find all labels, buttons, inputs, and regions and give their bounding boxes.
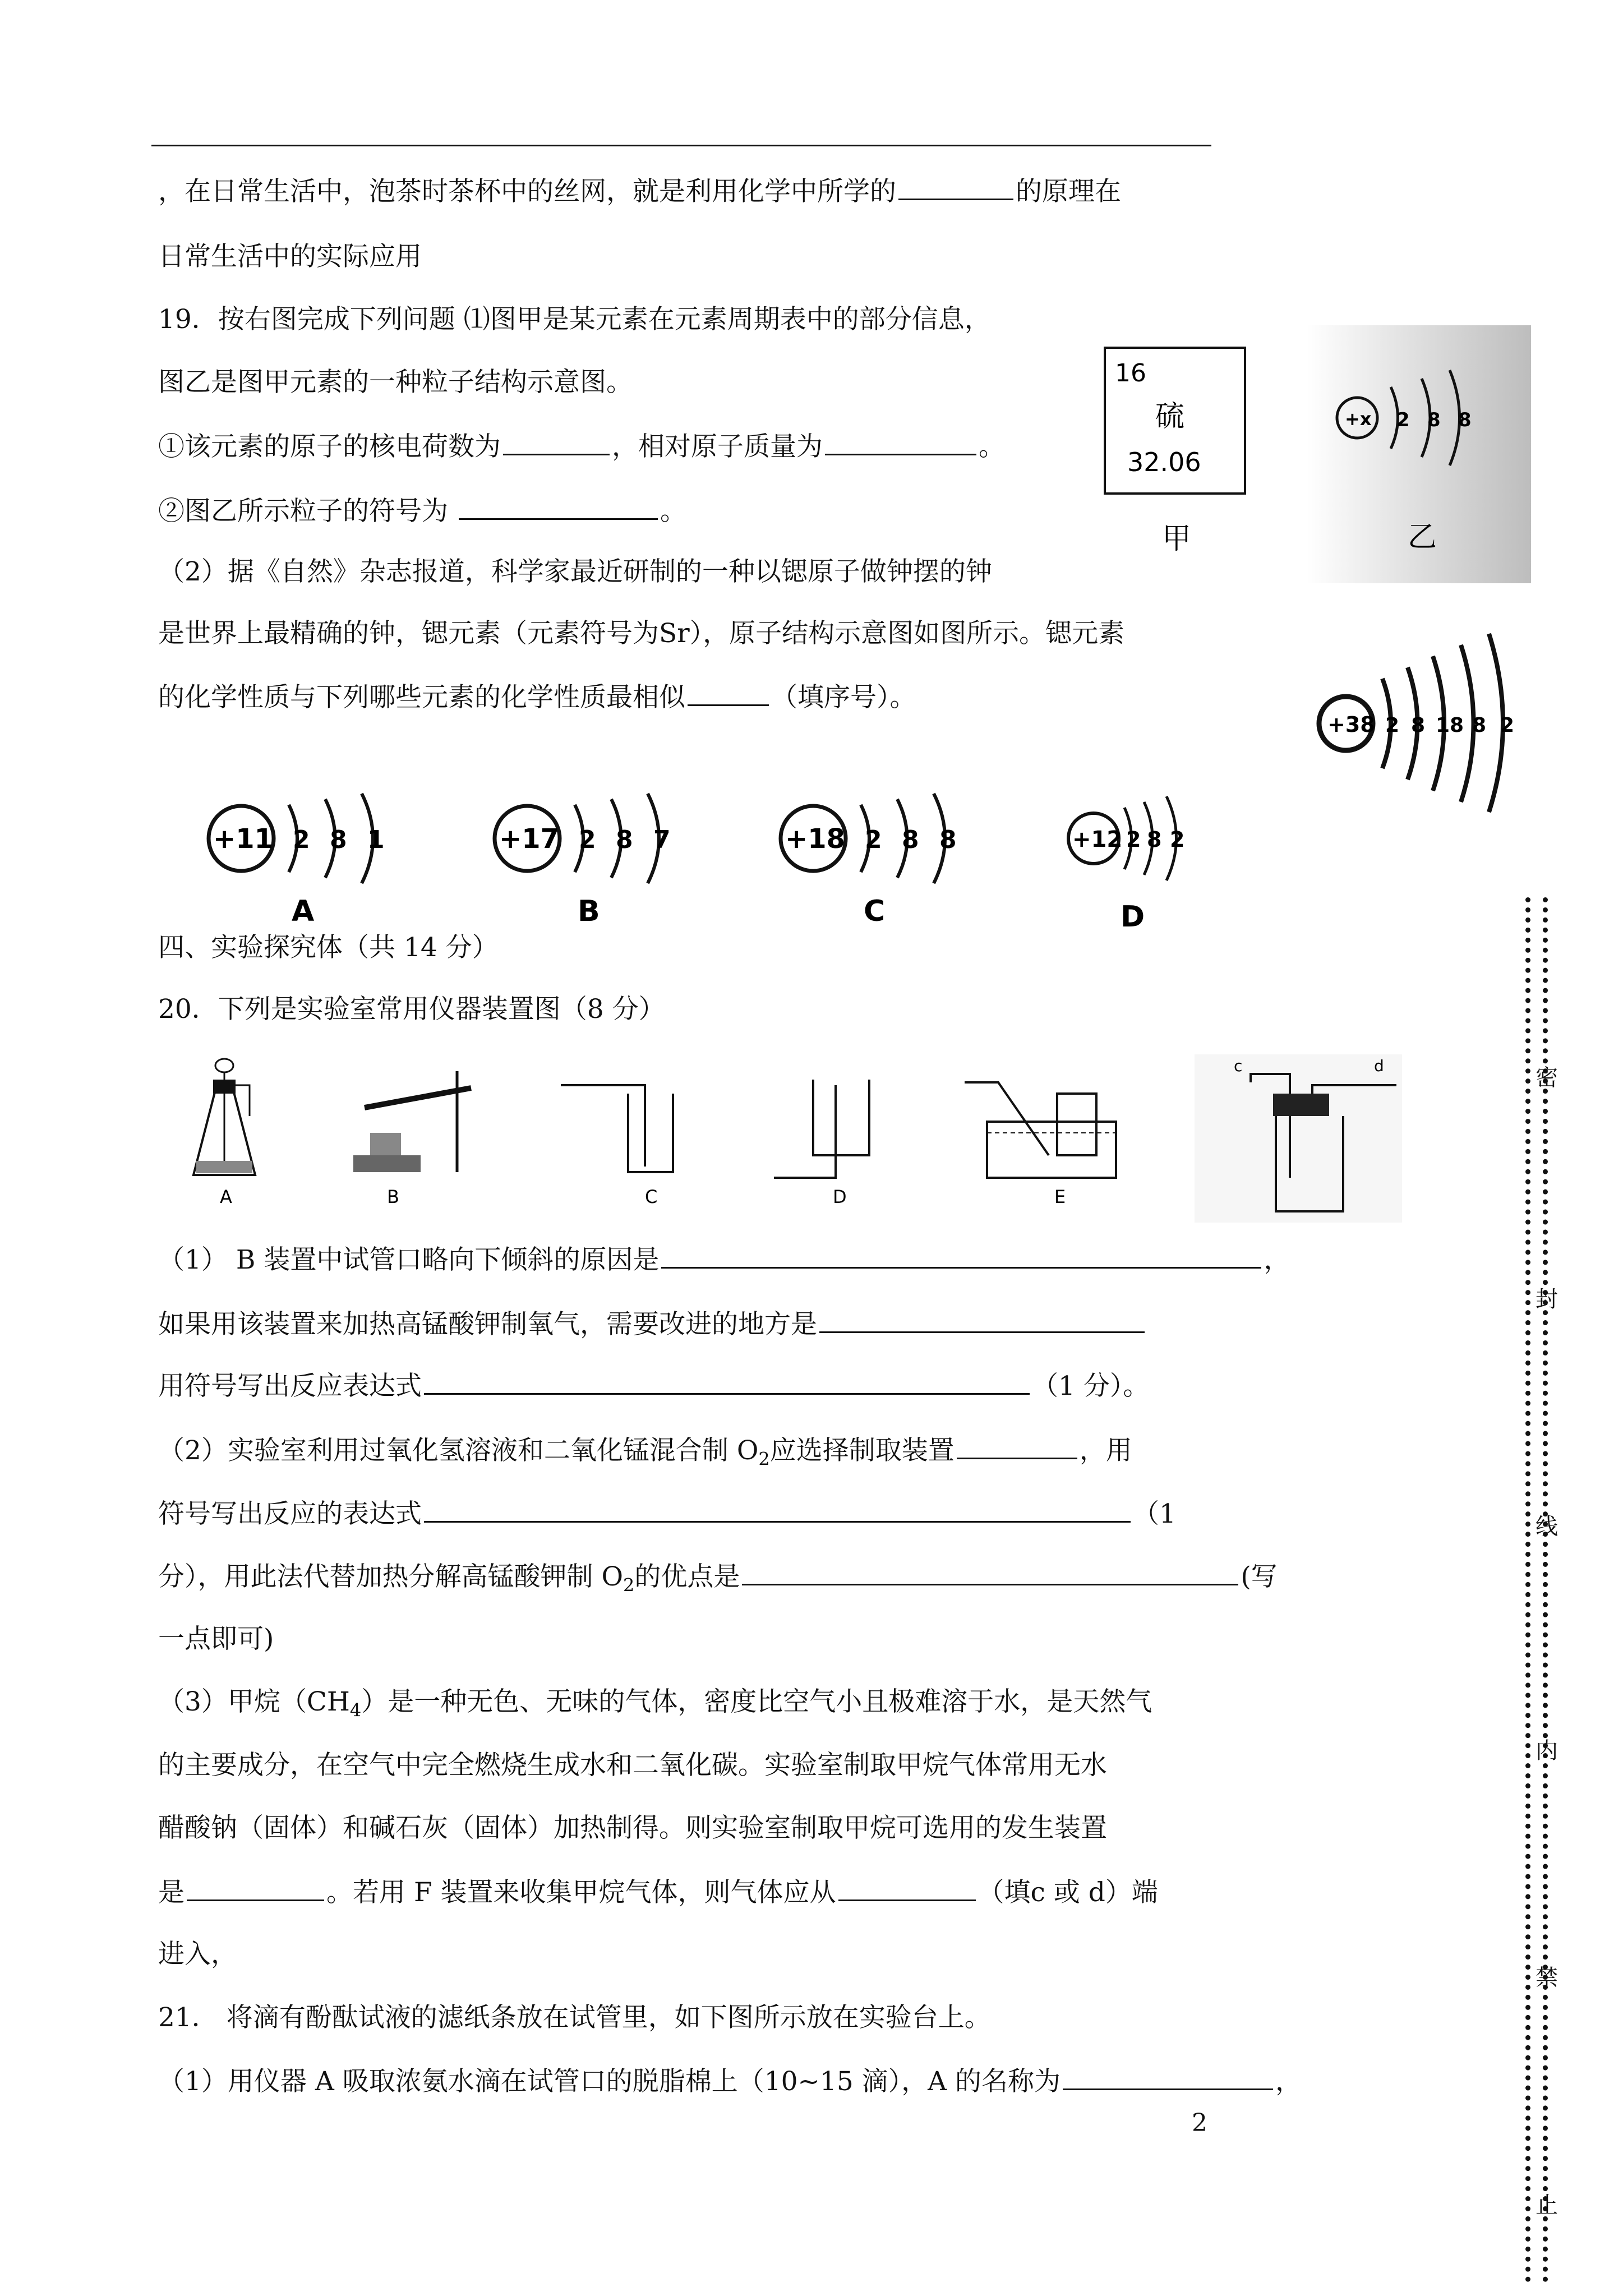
shell-electrons: 2 — [1396, 409, 1410, 431]
seal-char: 封 — [1536, 1287, 1558, 1312]
answer-blank[interactable] — [825, 429, 976, 455]
q20-title: 20．下列是实验室常用仪器装置图（8 分） — [158, 994, 665, 1025]
q20-p2-line3: 分），用此法代替加热分解高锰酸钾制 $O_2$的优点是 (写 — [158, 1559, 1278, 1602]
nucleus-charge: +x — [1345, 408, 1372, 430]
option-letter: B — [578, 895, 600, 928]
shell-electrons: 1 — [367, 826, 385, 854]
seal-char: 止 — [1536, 2192, 1558, 2218]
apparatus-c — [561, 1085, 673, 1207]
delivery-tube — [965, 1082, 1049, 1155]
q19-line4: ②图乙所示粒子的符号为 。 — [158, 494, 686, 528]
q19-line7: 的化学性质与下列哪些元素的化学性质最相似 （填序号）。 — [158, 680, 916, 714]
option-a-atom — [209, 794, 385, 928]
q21-line2: （1）用仪器 A 吸取浓氨水滴在试管口的脱脂棉上（10~15 滴），A 的名称为 ， — [158, 2064, 1302, 2099]
option-letter: D — [1121, 900, 1145, 934]
q20-p3-line4: 是 。若用 F 装置来收集甲烷气体，则气体应从 （填c 或 d）端 — [158, 1875, 1158, 1910]
section4-title: 四、实验探究体（共 14 分） — [158, 932, 499, 963]
shell-electrons: 18 — [1436, 714, 1464, 737]
strontium-atom-figure — [1307, 623, 1531, 813]
page-number: 2 — [1192, 2109, 1207, 2137]
rubber-stopper — [1273, 1094, 1329, 1116]
q20-p3-line5: 进入， — [158, 1939, 237, 1970]
element-card-figure — [1099, 342, 1273, 572]
figure-caption-jia: 甲 — [1162, 522, 1192, 556]
apparatus-a — [193, 1059, 255, 1207]
apparatus-b — [353, 1071, 471, 1207]
stand-base — [353, 1155, 421, 1172]
gas-jar — [1057, 1094, 1096, 1155]
answer-blank[interactable] — [819, 1307, 1145, 1333]
answer-blank[interactable] — [688, 680, 769, 706]
delivery-tube — [774, 1085, 836, 1178]
ion-structure-figure — [1307, 325, 1531, 583]
q18-line2: 日常生活中的实际应用 — [158, 241, 422, 272]
option-c-atom — [781, 794, 957, 928]
alcohol-lamp — [370, 1133, 401, 1155]
seal-char: 线 — [1536, 1514, 1558, 1539]
answer-blank[interactable] — [1063, 2064, 1273, 2090]
figure-caption-yi: 乙 — [1408, 520, 1437, 554]
shell-electrons: 8 — [1458, 409, 1472, 431]
shell-electrons: 2 — [1170, 827, 1185, 852]
q19-line1: 19．按右图完成下列问题 ⑴图甲是某元素在元素周期表中的部分信息， — [158, 304, 991, 335]
q19-line6: 是世界上最精确的钟，锶元素（元素符号为Sr），原子结构示意图如图所示。锶元素 — [158, 618, 1125, 649]
top-rule — [151, 145, 1211, 146]
q20-p1-line3: 用符号写出反应表达式 （1 分）。 — [158, 1368, 1149, 1403]
q20-p3-line2: 的主要成分，在空气中完全燃烧生成水和二氧化碳。实验室制取甲烷气体常用无水 — [158, 1750, 1107, 1781]
apparatus-label: E — [1054, 1186, 1066, 1207]
test-tube — [365, 1088, 471, 1108]
q19-line3: ①该元素的原子的核电荷数为 ，相对原子质量为 。 — [158, 429, 1005, 464]
element-name: 硫 — [1155, 400, 1185, 434]
delivery-tube — [561, 1085, 645, 1167]
seal-char: 内 — [1536, 1738, 1558, 1764]
shell-electrons: 8 — [902, 826, 919, 854]
separatory-funnel — [215, 1059, 233, 1072]
seal-char: 禁 — [1536, 1965, 1558, 1991]
shell-electrons: 8 — [1427, 409, 1441, 431]
apparatus-d — [774, 1080, 869, 1207]
answer-blank[interactable] — [898, 174, 1013, 200]
shell-electrons: 2 — [579, 826, 596, 854]
option-letter: A — [292, 895, 315, 928]
q18-line1: ，在日常生活中，泡茶时茶杯中的丝网，就是利用化学中所学的 的原理在 — [158, 174, 1121, 209]
q21-line1: 21． 将滴有酚酞试液的滤纸条放在试管里，如下图所示放在实验台上。 — [158, 2002, 991, 2033]
option-letter: C — [864, 895, 886, 928]
shell-electrons: 2 — [1500, 714, 1515, 737]
nucleus-charge: +17 — [499, 823, 560, 855]
apparatus-label: D — [833, 1186, 847, 1207]
q20-p1-line1: （1） B 装置中试管口略向下倾斜的原因是 ， — [158, 1242, 1290, 1277]
apparatus-f — [1195, 1054, 1402, 1223]
gas-jar — [813, 1080, 869, 1155]
nucleus-charge: +38 — [1327, 712, 1375, 737]
apparatus-label: C — [645, 1186, 658, 1207]
apparatus-label: A — [220, 1186, 232, 1207]
gas-jar — [628, 1094, 673, 1172]
answer-blank[interactable] — [187, 1875, 324, 1901]
option-b-atom — [495, 794, 671, 928]
shell-electrons: 8 — [616, 826, 633, 854]
seal-line-border — [1525, 897, 1548, 2283]
answer-blank[interactable] — [661, 1242, 1261, 1269]
q19-line2: 图乙是图甲元素的一种粒子结构示意图。 — [158, 367, 633, 398]
apparatus-label: B — [387, 1186, 399, 1207]
atomic-number: 16 — [1115, 359, 1146, 388]
q19-line5: （2）据《自然》杂志报道，科学家最近研制的一种以锶原子做钟摆的钟 — [158, 556, 992, 587]
shell-electrons: 8 — [939, 826, 957, 854]
apparatus-e — [965, 1082, 1116, 1207]
shell-electrons: 7 — [653, 826, 671, 854]
q20-p2-line2: 符号写出反应的表达式 （1 — [158, 1496, 1176, 1531]
shell-electrons: 8 — [1411, 714, 1426, 737]
q20-p3-line3: 醋酸钠（固体）和碱石灰（固体）加热制得。则实验室制取甲烷可选用的发生装置 — [158, 1813, 1107, 1843]
answer-blank[interactable] — [838, 1875, 976, 1901]
nucleus-charge: +18 — [785, 823, 846, 855]
shell-electrons: 8 — [1472, 714, 1487, 737]
answer-blank[interactable] — [503, 429, 610, 455]
q20-p2-line1: （2）实验室利用过氧化氢溶液和二氧化锰混合制 $O_2$应选择制取装置 ，用 — [158, 1433, 1132, 1476]
q20-p2-line4: 一点即可) — [158, 1624, 274, 1654]
shell-electrons: 2 — [1126, 827, 1141, 852]
atom-options-figure — [196, 774, 1262, 942]
port-label-d: d — [1374, 1057, 1384, 1075]
answer-blank[interactable] — [957, 1433, 1077, 1459]
answer-blank[interactable] — [742, 1559, 1238, 1585]
atomic-mass: 32.06 — [1127, 447, 1201, 477]
q20-p3-line1: （3）甲烷$(CH_4)$是一种无色、无味的气体，密度比空气小且极难溶于水，是天然气 — [158, 1686, 1152, 1721]
answer-blank[interactable] — [459, 494, 658, 520]
port-label-c: c — [1234, 1057, 1243, 1075]
shell-electrons: 2 — [1385, 714, 1400, 737]
answer-blank[interactable] — [424, 1496, 1131, 1523]
solid-reagent — [196, 1161, 252, 1173]
shell-electrons: 8 — [330, 826, 347, 854]
shell-electrons: 2 — [293, 826, 310, 854]
option-d-atom — [1068, 796, 1184, 934]
nucleus-charge: +12 — [1072, 827, 1123, 852]
answer-blank[interactable] — [424, 1368, 1030, 1395]
nucleus-charge: +11 — [213, 823, 274, 855]
q20-p1-line2: 如果用该装置来加热高锰酸钾制氧气，需要改进的地方是 — [158, 1307, 1147, 1341]
seal-char: 密 — [1536, 1065, 1558, 1091]
apparatus-figure — [179, 1054, 1436, 1223]
shell-electrons: 2 — [865, 826, 882, 854]
shell-electrons: 8 — [1147, 827, 1162, 852]
